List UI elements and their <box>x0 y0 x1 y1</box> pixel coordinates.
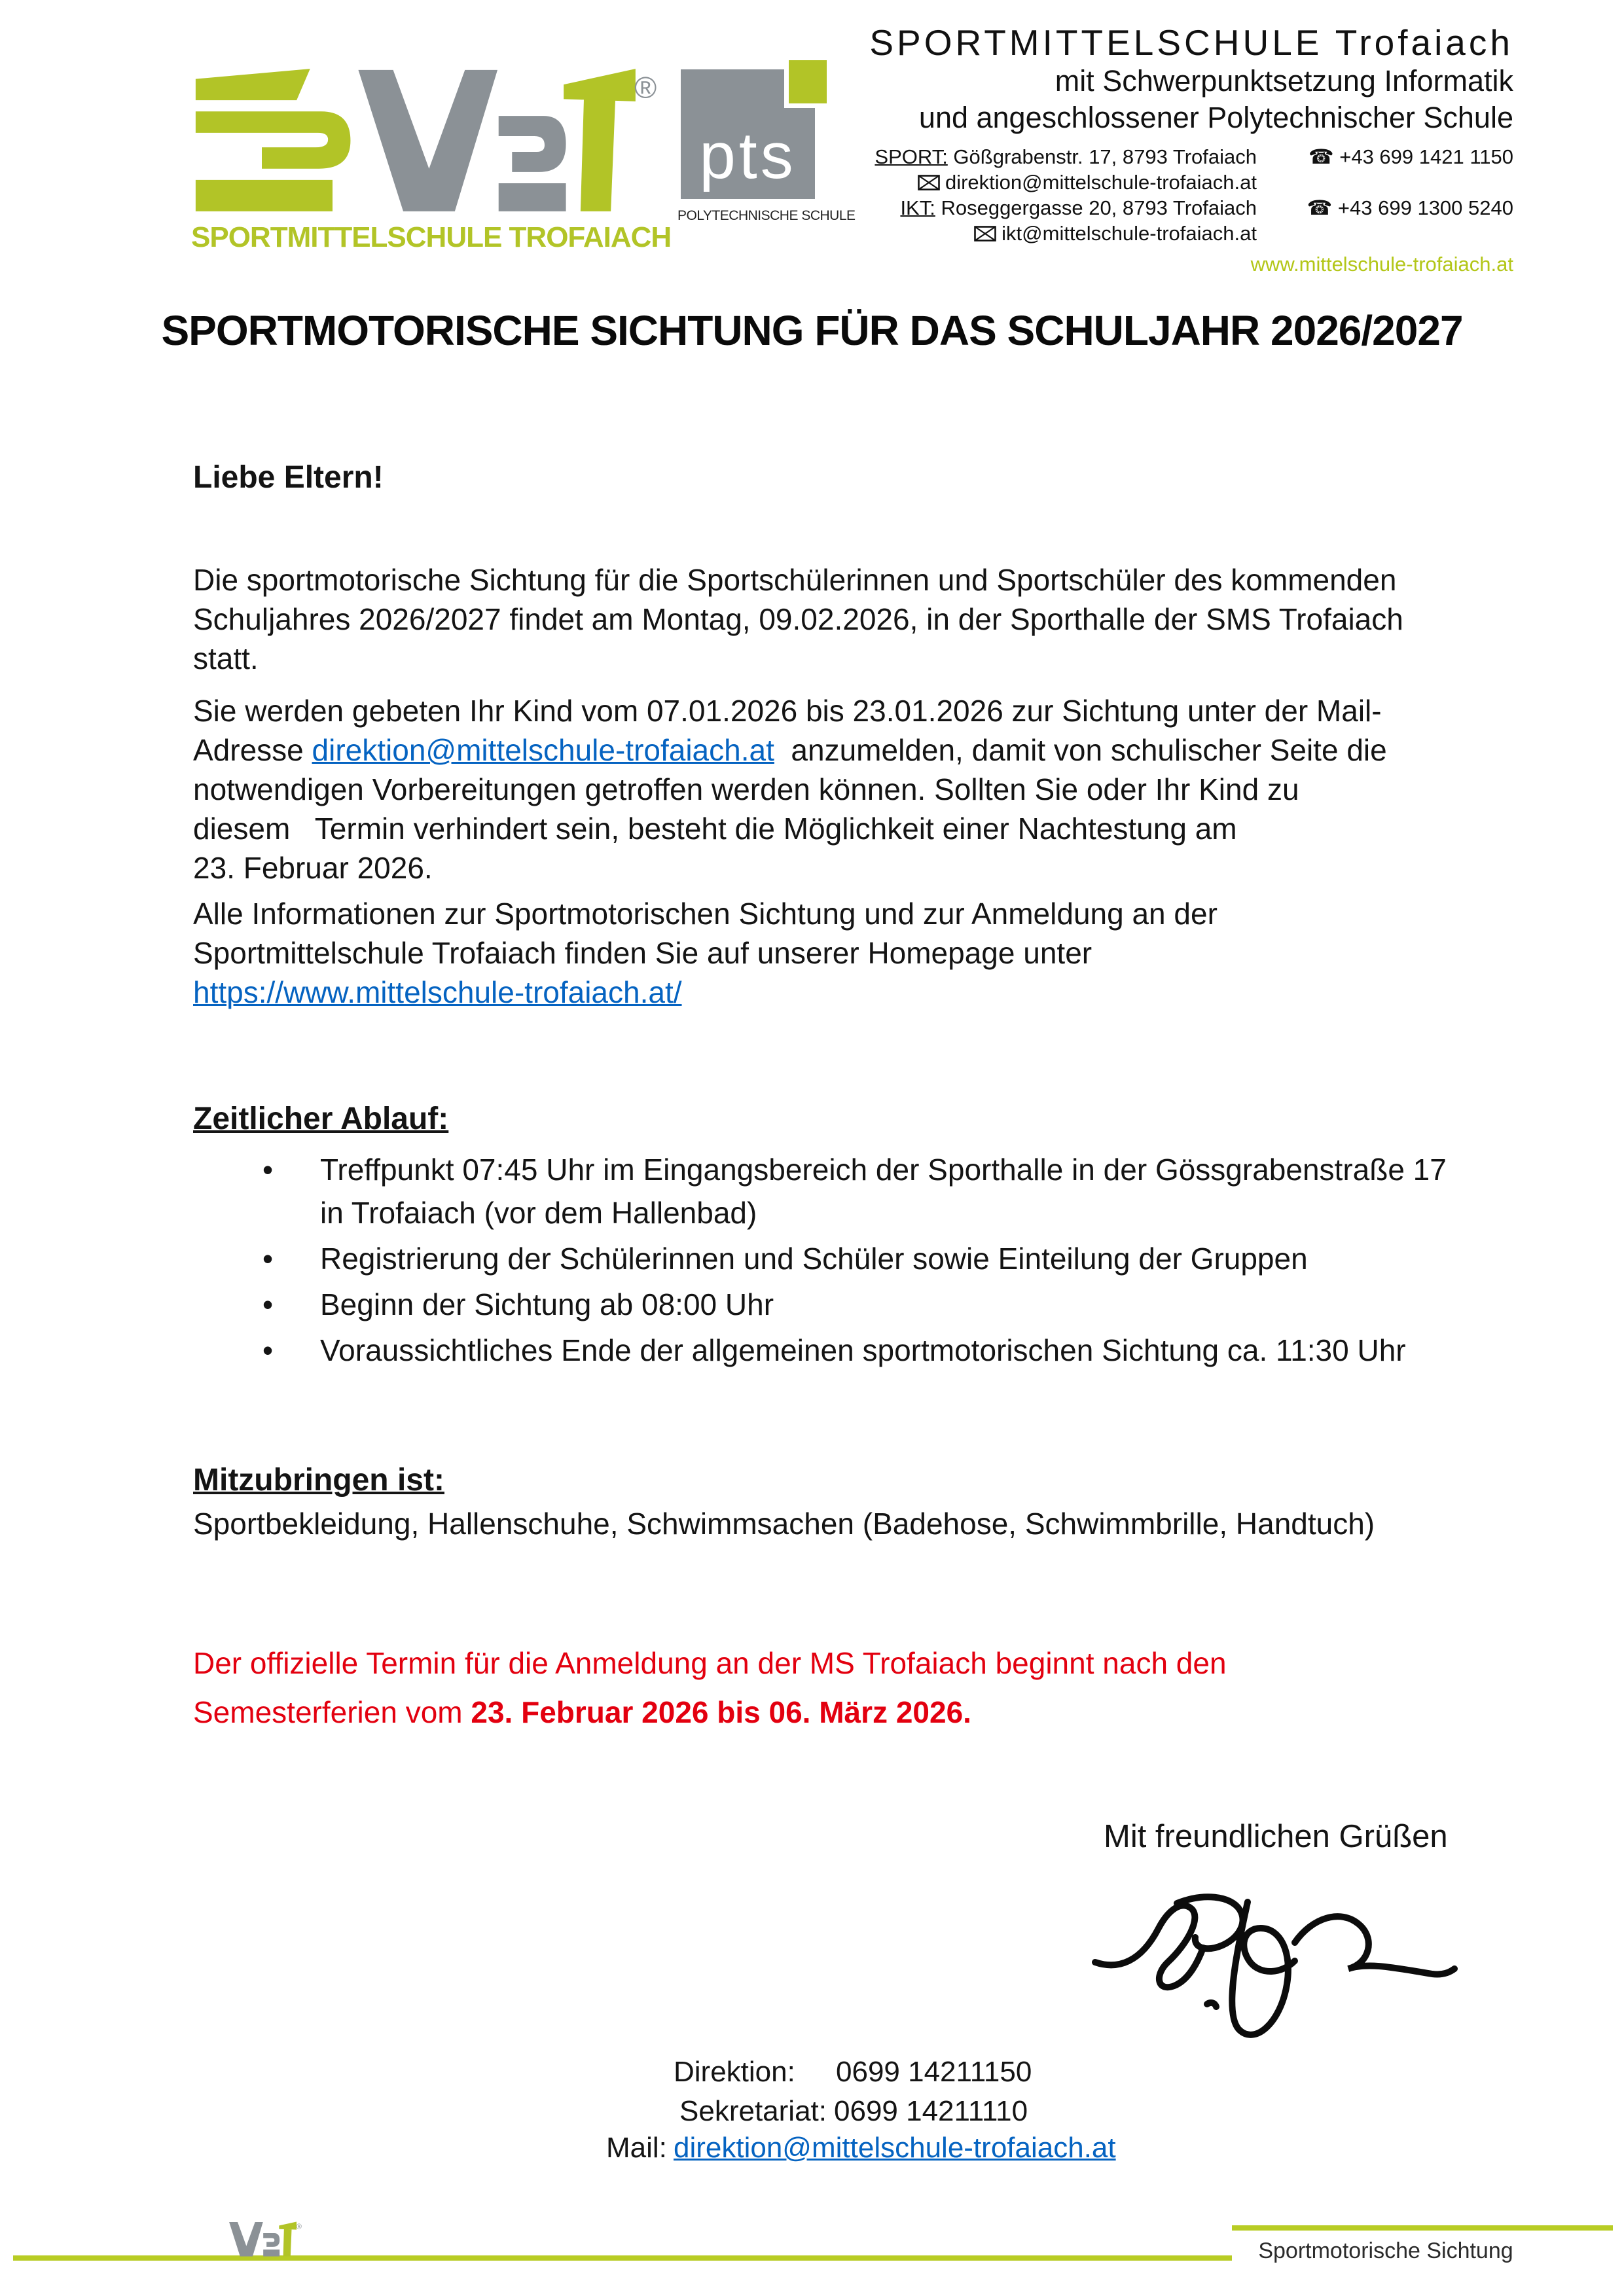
school-subtitle-2: und angeschlossener Polytechnischer Schule <box>918 101 1513 134</box>
list-item <box>193 1283 1522 1326</box>
contact-row-ikt <box>869 195 1513 221</box>
ikt-phone-number: +43 699 1300 5240 <box>1337 196 1513 219</box>
paragraph-3 <box>193 894 1522 1012</box>
homepage-link[interactable]: https://www.mittelschule-trofaiach.at/ <box>193 975 682 1009</box>
page-title: SPORTMOTORISCHE SICHTUNG FÜR DAS SCHULJAHR 2026/2027 <box>161 307 1463 354</box>
spacer <box>1257 221 1513 246</box>
mail-link[interactable]: direktion@mittelschule-trofaiach.at <box>674 2132 1116 2164</box>
text-line: diesem Termin verhindert sein, besteht die Möglichkeit einer Nachtestung am <box>193 812 1237 846</box>
smst-logo-t <box>564 69 636 211</box>
text-line: Die sportmotorische Sichtung für die Sportschülerinnen und Sportschüler des kommenden <box>193 563 1397 597</box>
text-line: • Treffpunkt 07:45 Uhr im Eingangsbereich der Sporthalle in der Gössgrabenstraße 17 <box>320 1153 1447 1187</box>
paragraph-1 <box>193 560 1522 678</box>
letterhead <box>869 22 1513 276</box>
notice-dates: 23. Februar 2026 bis 06. März 2026. <box>471 1695 971 1729</box>
registration-notice <box>193 1639 1522 1737</box>
contact-row-ikt-email <box>869 221 1513 246</box>
text-line: in Trofaiach (vor dem Hallenbad) <box>320 1196 757 1230</box>
text-line: • Voraussichtliches Ende der allgemeinen sportmotorischen Sichtung ca. 11:30 Uhr <box>320 1333 1406 1367</box>
contact-row-direktion-email <box>869 170 1513 195</box>
text-line: • Registrierung der Schülerinnen und Schüler sowie Einteilung der Gruppen <box>320 1242 1308 1276</box>
text-segment: Semesterferien vom <box>193 1695 471 1729</box>
ikt-address-text: Roseggergasse 20, 8793 Trofaiach <box>935 196 1257 219</box>
direktion-email-link[interactable]: direktion@mittelschule-trofaiach.at <box>312 733 774 767</box>
smst-logo-s <box>196 69 351 211</box>
footer-logo <box>189 2219 303 2259</box>
school-name: SPORTMITTELSCHULE Trofaiach <box>869 22 1513 63</box>
schedule-list <box>193 1148 1522 1372</box>
text-segment: Adresse <box>193 733 312 767</box>
phone-icon: ☎ <box>1307 196 1333 219</box>
bring-text: Sportbekleidung, Hallenschuhe, Schwimmsachen (Badehose, Schwimmbrille, Handtuch) <box>193 1507 1375 1541</box>
text-line: Alle Informationen zur Sportmotorischen Sichtung und zur Anmeldung an der <box>193 897 1218 931</box>
school-subtitle-1: mit Schwerpunktsetzung Informatik <box>1055 64 1513 98</box>
text-line: Sportmittelschule Trofaiach finden Sie auf unserer Homepage unter <box>193 936 1092 970</box>
ikt-address <box>900 195 1257 221</box>
text-line <box>193 1688 1522 1737</box>
direktion-label: Direktion: <box>674 2056 795 2088</box>
paragraph-2 <box>193 691 1522 888</box>
sekretariat-label: Sekretariat: <box>679 2095 827 2127</box>
sport-label: SPORT: <box>875 145 948 168</box>
ikt-phone <box>1257 195 1513 221</box>
smst-logo-caption: SPORTMITTELSCHULE TROFAIACH <box>191 221 672 253</box>
direktion-phone: 0699 14211150 <box>836 2056 1032 2088</box>
spacer <box>1257 170 1513 195</box>
footer-rule-right <box>1540 2225 1613 2231</box>
text-line: Sie werden gebeten Ihr Kind vom 07.01.2026 bis 23.01.2026 zur Sichtung unter der Mail- <box>193 694 1382 728</box>
text-line: • Beginn der Sichtung ab 08:00 Uhr <box>320 1287 774 1321</box>
smst-logo-m <box>358 70 497 211</box>
envelope-icon <box>918 175 940 190</box>
signature-image <box>1079 1864 1471 2060</box>
text-line: 23. Februar 2026. <box>193 851 433 885</box>
envelope-icon <box>974 226 996 242</box>
ikt-email[interactable]: ikt@mittelschule-trofaiach.at <box>1001 222 1257 245</box>
greeting: Liebe Eltern! <box>193 460 384 495</box>
schedule-heading: Zeitlicher Ablauf: <box>193 1102 449 1136</box>
list-item <box>193 1237 1522 1280</box>
registered-mark-icon: ® <box>296 2223 302 2231</box>
mail-label: Mail: <box>606 2132 667 2164</box>
pts-logo-caption: POLYTECHNISCHE SCHULE <box>677 208 856 223</box>
registered-mark-icon: ® <box>634 70 657 105</box>
text-line: Der offizielle Termin für die Anmeldung an der MS Trofaiach beginnt nach den <box>193 1646 1227 1680</box>
text-line: notwendigen Vorbereitungen getroffen werden können. Sollten Sie oder Ihr Kind zu <box>193 772 1299 806</box>
pts-logo-green-square <box>784 60 827 108</box>
smst-logo <box>191 64 662 216</box>
bring-heading: Mitzubringen ist: <box>193 1463 444 1498</box>
pts-logo-label: pts <box>699 119 797 192</box>
sport-address <box>875 144 1257 170</box>
contact-row-sport <box>869 144 1513 170</box>
text-line: statt. <box>193 641 259 675</box>
text-segment: anzumelden, damit von schulischer Seite die <box>774 733 1387 767</box>
footer-tab <box>1232 2225 1540 2274</box>
closing-salutation: Mit freundlichen Grüßen <box>1104 1819 1448 1854</box>
sport-phone <box>1257 144 1513 170</box>
contact-block <box>869 144 1513 246</box>
direktion-email-wrap <box>918 170 1257 195</box>
sport-address-text: Gößgrabenstr. 17, 8793 Trofaiach <box>947 145 1257 168</box>
phone-icon: ☎ <box>1308 145 1334 168</box>
smst-logo-5 <box>499 116 566 211</box>
text-line: Schuljahres 2026/2027 findet am Montag, 09.02.2026, in der Sporthalle der SMS Trofaiach <box>193 602 1403 636</box>
letter-body <box>193 458 1522 1737</box>
footer-tab-label: Sportmotorische Sichtung <box>1258 2238 1513 2263</box>
list-item <box>193 1148 1522 1234</box>
direktion-email[interactable]: direktion@mittelschule-trofaiach.at <box>945 171 1257 194</box>
list-item <box>193 1329 1522 1372</box>
text-line <box>193 730 1522 770</box>
pts-logo <box>681 60 821 199</box>
ikt-label: IKT: <box>900 196 935 219</box>
ikt-email-wrap <box>974 221 1257 246</box>
sport-phone-number: +43 699 1421 1150 <box>1339 145 1513 168</box>
website-link[interactable]: www.mittelschule-trofaiach.at <box>1250 253 1513 276</box>
sekretariat-phone: 0699 14211110 <box>834 2095 1028 2127</box>
